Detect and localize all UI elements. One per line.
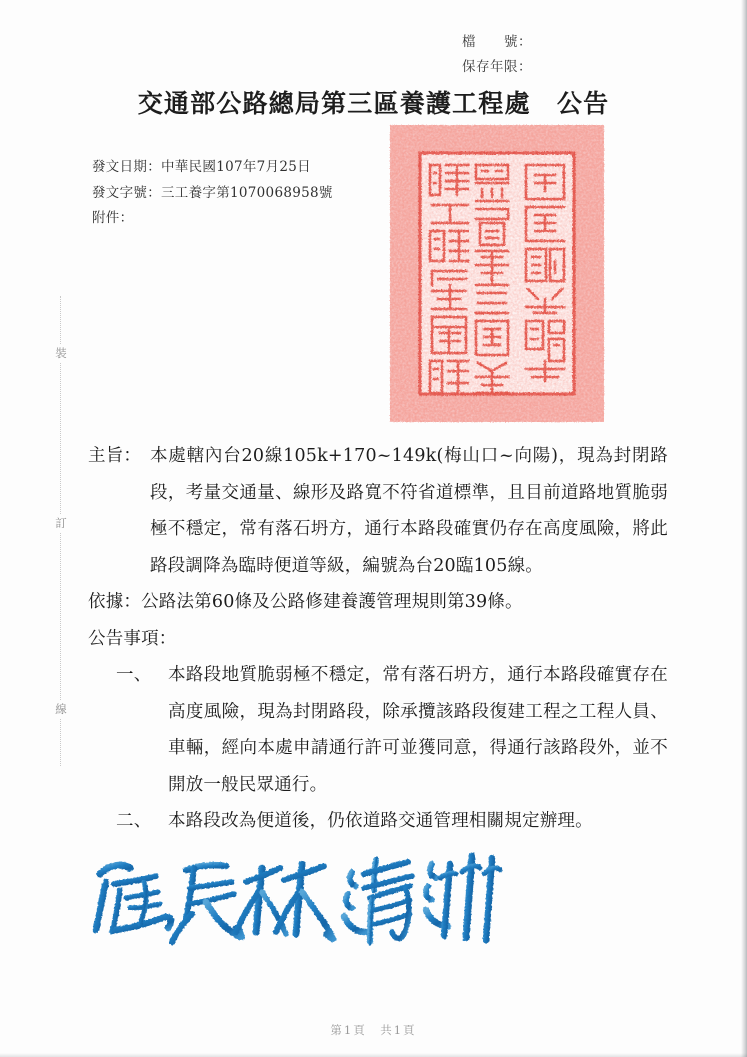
basis-section <box>88 584 668 621</box>
page-title: 交通部公路總局第三區養護工程處 公告 <box>137 89 610 118</box>
scan-edge-shadow-right <box>741 0 747 1057</box>
binding-mark-xian: 線 <box>50 700 72 719</box>
header-fields <box>462 30 532 80</box>
official-seal <box>386 121 608 426</box>
page-footer: 第1頁 共1頁 <box>330 1023 417 1037</box>
subject-label: 主旨： <box>88 446 142 466</box>
list-item-text: 本路段地質脆弱極不穩定，常有落石坍方，通行本路段確實存在高度風險，現為封閉路段，除承攬該路段復建工程之工程人員、車輛，經向本處申請通行許可並獲同意，得通行該路段外，並不開放一般民眾通行。 <box>168 665 668 795</box>
signature <box>86 838 506 956</box>
announcement-items-title: 公告事項： <box>88 628 177 649</box>
document-body <box>88 438 668 840</box>
subject-text: 本處轄內台20線105k+170~149k(梅山口~向陽)，現為封閉路段，考量交通量、線形及路寬不符省道標準，且目前道路地質脆弱極不穩定，常有落石坍方，通行本路段確實仍存在高度風險，將此路段調降為臨時便道等級，編號為台20臨105線。 <box>150 446 668 576</box>
announcement-items <box>88 657 668 840</box>
scan-edge-shadow-bottom <box>0 1053 747 1057</box>
file-number-label: 檔 號： <box>462 34 532 50</box>
binding-margin <box>50 296 72 766</box>
attachment-label: 附件： <box>92 210 134 226</box>
list-item <box>88 803 668 840</box>
issue-date: 發文日期：中華民國107年7月25日 <box>92 159 311 175</box>
binding-mark-ding: 訂 <box>50 514 72 533</box>
issuance-metadata <box>92 155 333 232</box>
list-item <box>88 657 668 803</box>
basis-label: 依據： <box>88 592 142 612</box>
retention-period-label: 保存年限： <box>462 59 532 75</box>
document-number: 發文字號：三工養字第1070068958號 <box>92 184 333 201</box>
list-item-text: 本路段改為便道後，仍依道路交通管理相關規定辦理。 <box>168 811 593 831</box>
list-item-number: 二、 <box>116 811 152 831</box>
list-item-number: 一、 <box>116 665 152 685</box>
binding-mark-zhuang: 裝 <box>50 344 72 363</box>
subject-section <box>88 438 668 584</box>
basis-text: 公路法第60條及公路修建養護管理規則第39條。 <box>141 592 523 612</box>
